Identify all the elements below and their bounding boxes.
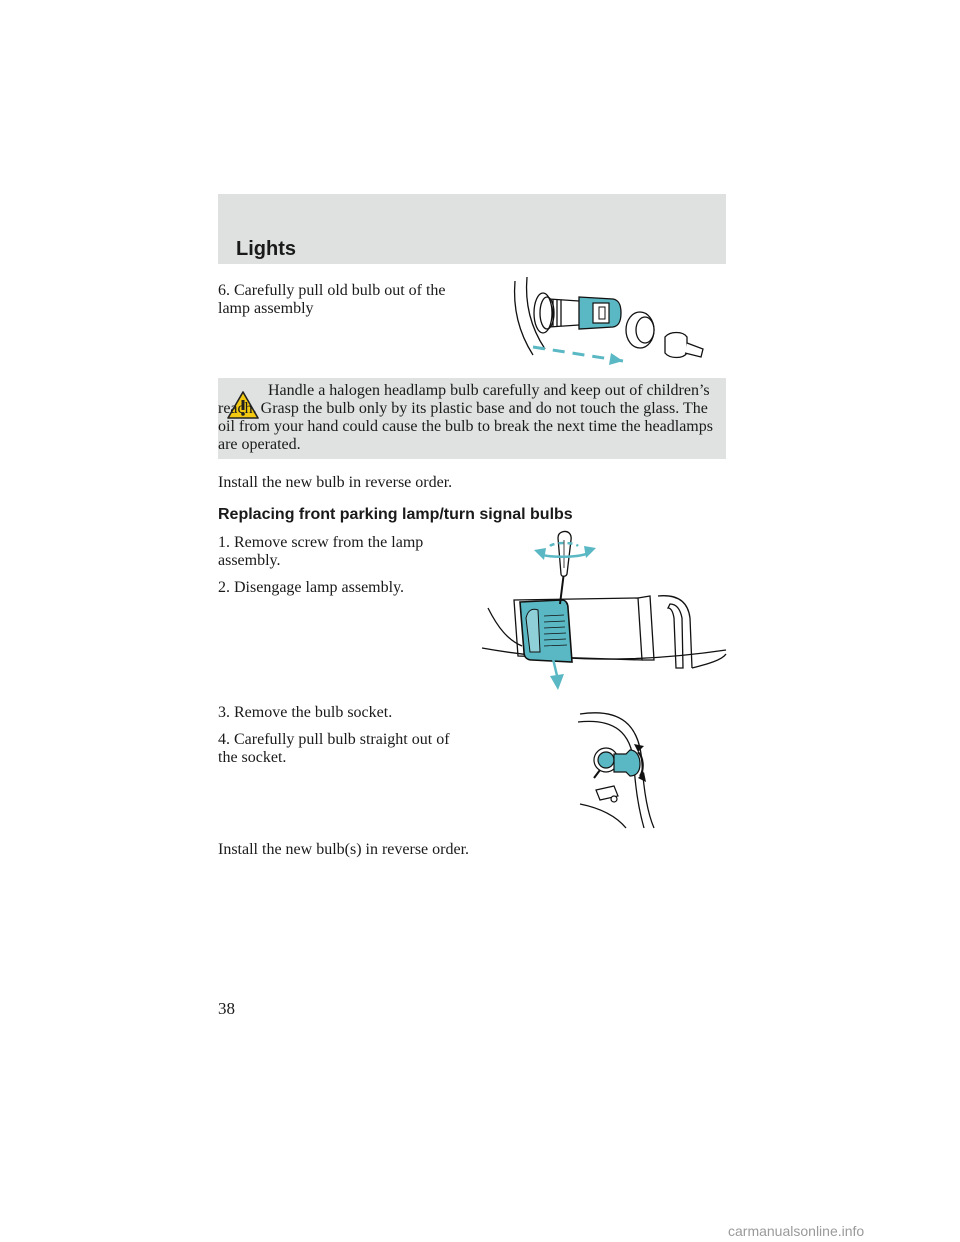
step-1-text: 1. Remove screw from the lamp assembly. <box>218 534 424 569</box>
install-headlamp-text: Install the new bulb in reverse order. <box>218 474 453 491</box>
parking-lamp-subheading: Replacing front parking lamp/turn signal bulbs <box>218 506 573 523</box>
warning-text: Handle a halogen headlamp bulb carefully and keep out of children’s reach. Grasp the bulb only by its plastic base and do not touch the glass. The oil from your hand could cause the bulb to break the next time the headlamps are operated. <box>218 382 713 453</box>
install-parking-text: Install the new bulb(s) in reverse order. <box>218 841 470 858</box>
parking-lamp-removal-illustration <box>478 528 728 696</box>
section-header <box>218 194 726 264</box>
watermark: carmanualsonline.info <box>728 1223 865 1239</box>
headlamp-bulb-removal-illustration <box>505 275 715 375</box>
step-3-text: 3. Remove the bulb socket. <box>218 704 393 721</box>
step-6-text: 6. Carefully pull old bulb out of the lamp assembly <box>218 282 446 317</box>
bulb-socket-illustration <box>570 704 670 830</box>
warning-box <box>218 378 726 459</box>
page-number: 38 <box>218 999 235 1018</box>
section-title: Lights <box>236 238 296 260</box>
step-4-text: 4. Carefully pull bulb straight out of the socket. <box>218 731 450 766</box>
step-2-text: 2. Disengage lamp assembly. <box>218 579 405 596</box>
